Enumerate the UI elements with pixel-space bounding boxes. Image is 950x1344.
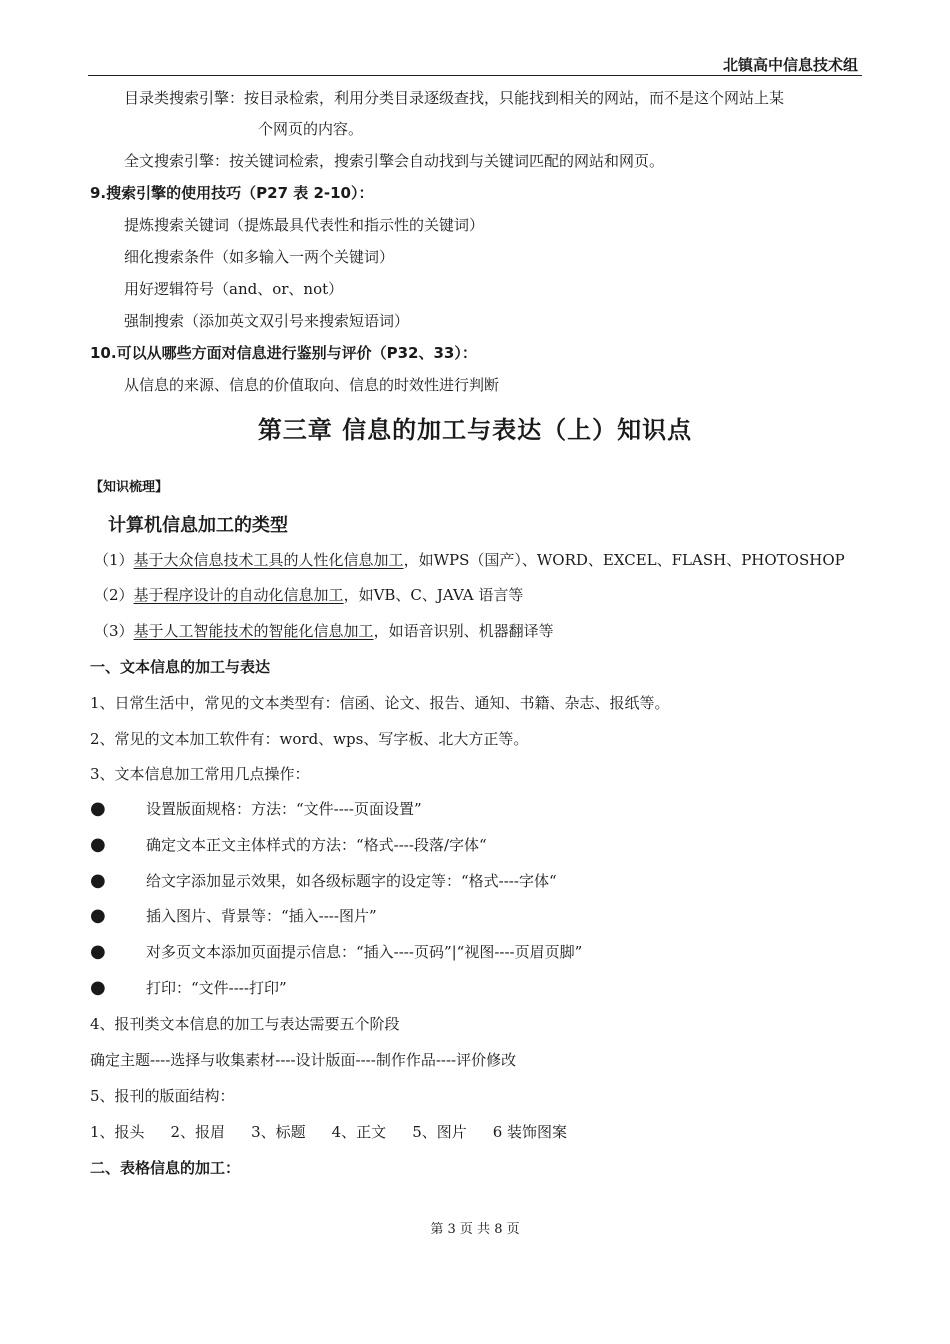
type-underlined: 基于人工智能技术的智能化信息加工 <box>133 622 374 640</box>
q10-heading: 10.可以从哪些方面对信息进行鉴别与评价（P32、33）： <box>90 344 477 362</box>
type-number: （2） <box>94 586 134 604</box>
bullet-icon: ● <box>90 977 106 998</box>
processing-type-3 <box>94 621 554 641</box>
bullet-item: 确定文本正文主体样式的方法：“格式----段落/字体“ <box>146 836 487 854</box>
header-rule <box>88 75 862 76</box>
type-underlined: 基于大众信息技术工具的人性化信息加工 <box>133 551 404 569</box>
layout-item: 2、报眉 <box>170 1123 226 1141</box>
bullet-icon: ● <box>90 941 106 962</box>
page-number: 第 3 页 共 8 页 <box>430 1222 520 1237</box>
q9-item: 用好逻辑符号（and、or、not） <box>124 280 344 298</box>
bullet-item: 打印：“文件----打印” <box>146 979 287 997</box>
fulltext-engine-line: 全文搜索引擎：按关键词检索，搜索引擎会自动找到与关键词匹配的网站和网页。 <box>124 152 665 170</box>
bullet-icon: ● <box>90 870 106 891</box>
layout-item: 1、报头 <box>90 1123 145 1141</box>
bullet-icon: ● <box>90 798 106 819</box>
directory-engine-line2: 个网页的内容。 <box>258 120 364 138</box>
type-rest: ，如语音识别、机器翻译等 <box>373 622 554 640</box>
knowledge-tag: 【知识梳理】 <box>90 480 169 495</box>
section1-p2: 2、常见的文本加工软件有：word、wps、写字板、北大方正等。 <box>90 730 529 748</box>
section1-p1: 1、日常生活中，常见的文本类型有：信函、论文、报告、通知、书籍、杂志、报纸等。 <box>90 694 670 712</box>
q9-item: 提炼搜索关键词（提炼最具代表性和指示性的关键词） <box>124 216 485 234</box>
bullet-item: 对多页文本添加页面提示信息：“插入----页码”|“视图----页眉页脚” <box>146 943 583 961</box>
type-number: （1） <box>94 551 134 569</box>
bullet-item: 设置版面规格：方法：“文件----页面设置” <box>146 800 422 818</box>
section1-p4: 4、报刊类文本信息的加工与表达需要五个阶段 <box>90 1015 400 1033</box>
type-underlined: 基于程序设计的自动化信息加工 <box>133 586 344 604</box>
q9-item: 强制搜索（添加英文双引号来搜索短语词） <box>124 312 410 330</box>
processing-type-2 <box>94 585 523 605</box>
section1-p5: 5、报刊的版面结构： <box>90 1087 235 1105</box>
layout-item: 5、图片 <box>412 1123 467 1141</box>
page-header-org: 北镇高中信息技术组 <box>722 56 858 74</box>
type-number: （3） <box>94 622 134 640</box>
type-rest: ，如WPS（国产）、WORD、EXCEL、FLASH、PHOTOSHOP <box>403 551 845 569</box>
section1-heading: 一、文本信息的加工与表达 <box>90 658 271 676</box>
layout-item: 6 装饰图案 <box>492 1123 568 1141</box>
q9-item: 细化搜索条件（如多输入一两个关键词） <box>124 248 395 266</box>
bullet-icon: ● <box>90 834 106 855</box>
section1-p3: 3、文本信息加工常用几点操作： <box>90 765 310 783</box>
layout-item: 3、标题 <box>251 1123 306 1141</box>
section2-heading: 二、表格信息的加工： <box>90 1159 241 1177</box>
types-heading: 计算机信息加工的类型 <box>108 515 288 536</box>
bullet-item: 插入图片、背景等：“插入----图片” <box>146 907 377 925</box>
bullet-item: 给文字添加显示效果，如各级标题字的设定等：“格式----字体“ <box>146 872 557 890</box>
layout-structure-row <box>90 1122 567 1142</box>
bullet-icon: ● <box>90 905 106 926</box>
chapter-title: 第三章 信息的加工与表达（上）知识点 <box>257 416 693 444</box>
directory-engine-line1: 目录类搜索引擎：按目录检索，利用分类目录逐级查找，只能找到相关的网站，而不是这个网站上某 <box>124 89 785 107</box>
q9-heading: 9.搜索引擎的使用技巧（P27 表 2-10）： <box>90 184 374 202</box>
processing-type-1 <box>94 550 845 570</box>
q10-answer: 从信息的来源、信息的价值取向、信息的时效性进行判断 <box>124 376 500 394</box>
section1-stages: 确定主题----选择与收集素材----设计版面----制作作品----评价修改 <box>90 1051 517 1069</box>
layout-item: 4、正文 <box>331 1123 387 1141</box>
type-rest: ，如VB、C、JAVA 语言等 <box>343 586 524 604</box>
